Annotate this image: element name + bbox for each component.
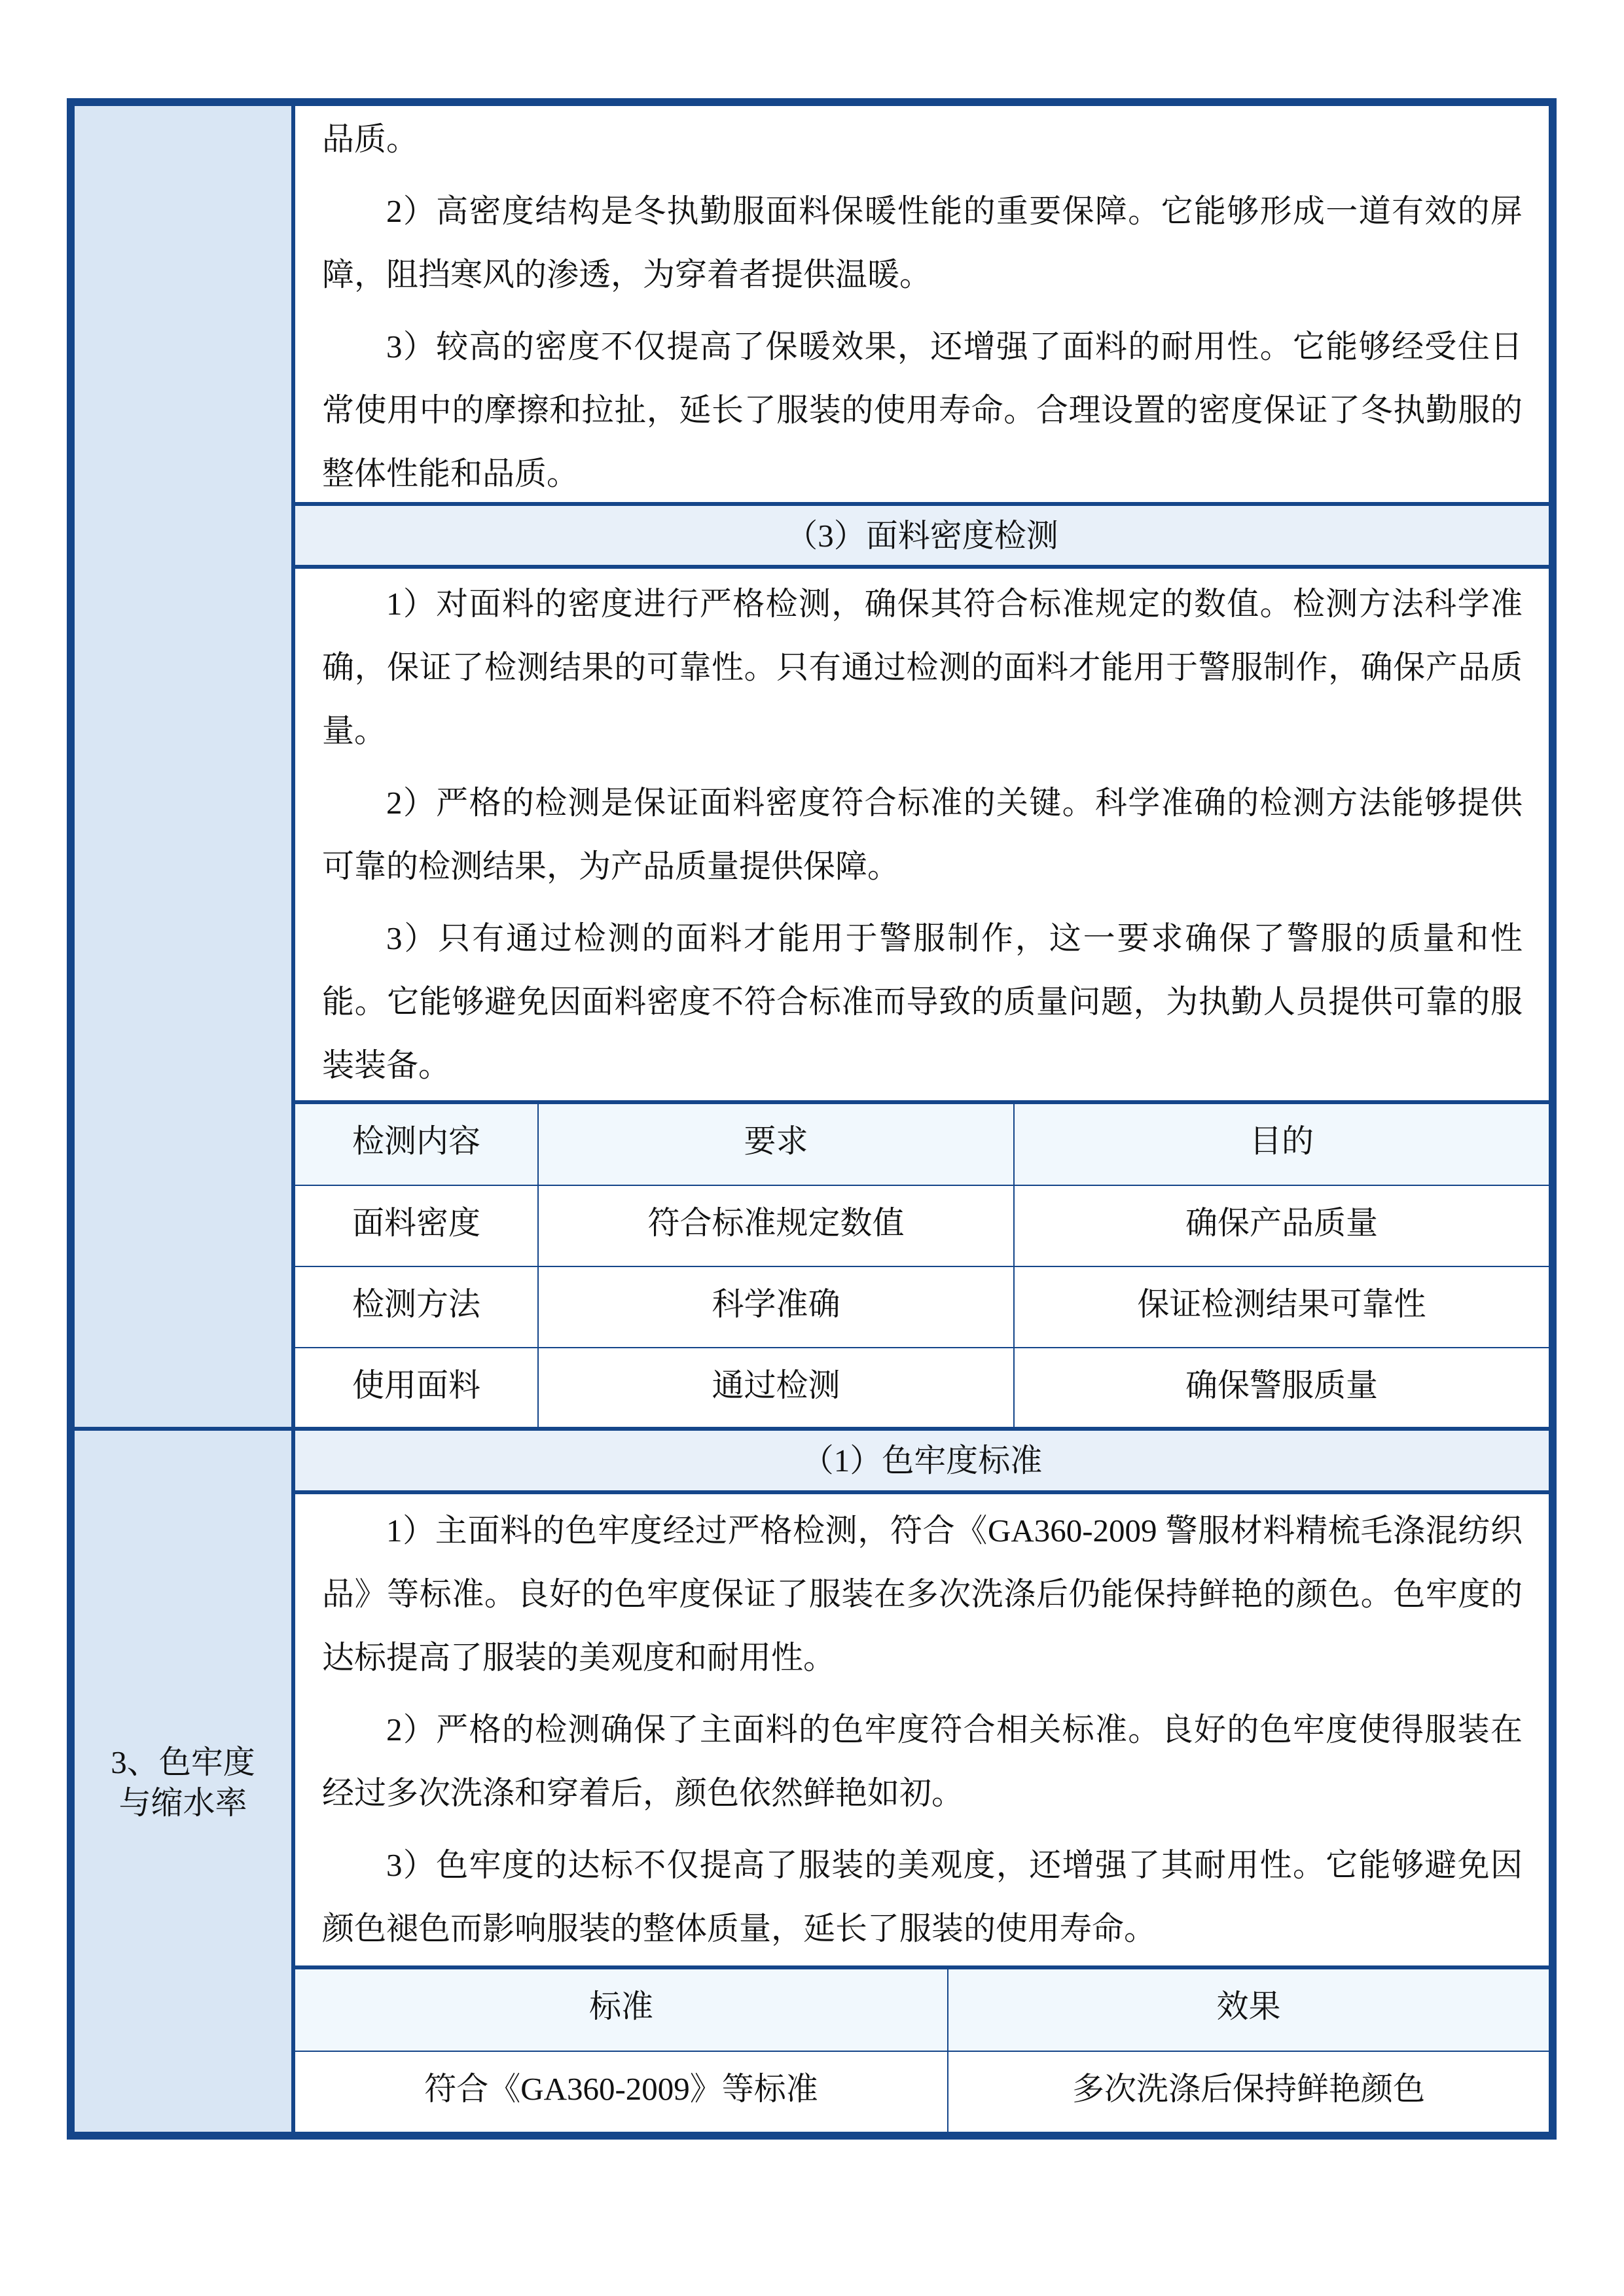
document-table — [67, 98, 1557, 2140]
density-test-table — [295, 1100, 1549, 1427]
table-cell: 确保警服质量 — [1014, 1348, 1549, 1429]
table-cell: 面料密度 — [295, 1185, 538, 1266]
paragraph: 3）只有通过检测的面料才能用于警服制作，这一要求确保了警服的质量和性能。它能够避免因面料密度不符合标准而导致的质量问题，为执勤人员提供可靠的服装装备。 — [322, 920, 1523, 1083]
color-fastness-table — [295, 1965, 1549, 2132]
table-row — [295, 1185, 1549, 1266]
paragraph: 1）主面料的色牢度经过严格检测，符合《GA360-2009 警服材料精梳毛涤混纺织品》等标准。良好的色牢度保证了服装在多次洗涤后仍能保持鲜艳的颜色。色牢度的达标提高了服装的美观度和耐用性。 — [322, 1513, 1523, 1676]
table-cell: 科学准确 — [538, 1266, 1014, 1348]
table-row — [295, 1348, 1549, 1429]
paragraph-block — [295, 107, 1549, 514]
table-cell: 确保产品质量 — [1014, 1185, 1549, 1266]
table-cell: 使用面料 — [295, 1348, 538, 1429]
table-header: 标准 — [295, 1969, 948, 2051]
table-cell: 检测方法 — [295, 1266, 538, 1348]
paragraph: 3）较高的密度不仅提高了保暖效果，还增强了面料的耐用性。它能够经受住日常使用中的摩擦和拉扯，延长了服装的使用寿命。合理设置的密度保证了冬执勤服的整体性能和品质。 — [322, 329, 1523, 492]
paragraph: 品质。 — [322, 121, 419, 157]
table-header: 目的 — [1014, 1104, 1549, 1185]
paragraph-block — [295, 1499, 1549, 1969]
paragraph: 3）色牢度的达标不仅提高了服装的美观度，还增强了其耐用性。它能够避免因颜色褪色而影响服装的整体质量，延长了服装的使用寿命。 — [322, 1847, 1523, 1946]
table-header-row — [295, 1969, 1549, 2051]
category-label-line: 与缩水率 — [118, 1785, 247, 1821]
table-cell: 多次洗涤后保持鲜艳颜色 — [948, 2051, 1549, 2132]
table-header: 要求 — [538, 1104, 1014, 1185]
table-row — [295, 2051, 1549, 2132]
category-label-line: 3、色牢度 — [111, 1744, 255, 1780]
table-header-row — [295, 1104, 1549, 1185]
table-cell: 通过检测 — [538, 1348, 1014, 1429]
table-cell: 符合《GA360-2009》等标准 — [295, 2051, 948, 2132]
table-header: 效果 — [948, 1969, 1549, 2051]
category-label-color-fastness — [75, 1742, 291, 1823]
table-header: 检测内容 — [295, 1104, 538, 1185]
paragraph: 2）严格的检测确保了主面料的色牢度符合相关标准。良好的色牢度使得服装在经过多次洗涤和穿着后，颜色依然鲜艳如初。 — [322, 1712, 1523, 1811]
paragraph-block — [295, 572, 1549, 1105]
section-heading: （3）面料密度检测 — [295, 502, 1549, 569]
category-column — [75, 106, 295, 2132]
table-row — [295, 1266, 1549, 1348]
paragraph: 1）对面料的密度进行严格检测，确保其符合标准规定的数值。检测方法科学准确，保证了检测结果的可靠性。只有通过检测的面料才能用于警服制作，确保产品质量。 — [322, 586, 1523, 749]
section-heading: （1）色牢度标准 — [295, 1427, 1549, 1494]
table-cell: 保证检测结果可靠性 — [1014, 1266, 1549, 1348]
paragraph: 2）严格的检测是保证面料密度符合标准的关键。科学准确的检测方法能够提供可靠的检测结果，为产品质量提供保障。 — [322, 785, 1523, 884]
paragraph: 2）高密度结构是冬执勤服面料保暖性能的重要保障。它能够形成一道有效的屏障，阻挡寒风的渗透，为穿着者提供温暖。 — [322, 193, 1523, 293]
table-cell: 符合标准规定数值 — [538, 1185, 1014, 1266]
